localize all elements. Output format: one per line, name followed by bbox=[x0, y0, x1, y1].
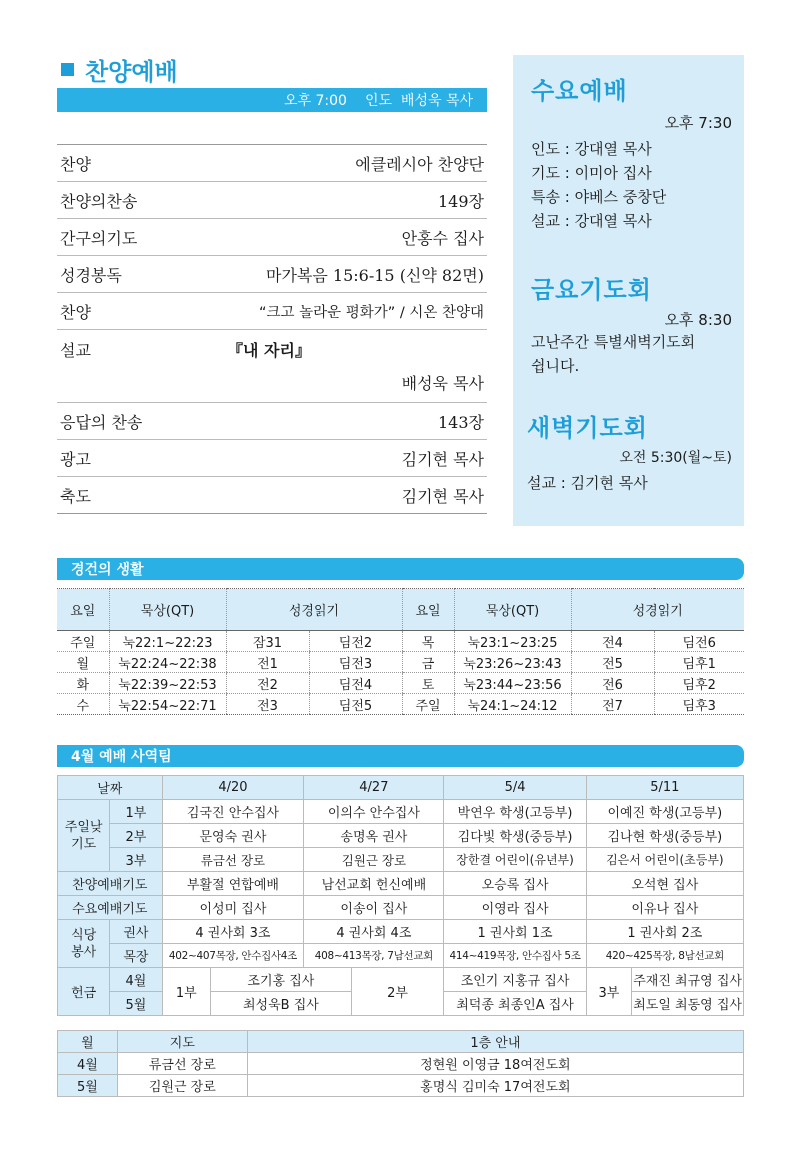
table-row bbox=[58, 1075, 744, 1097]
order-label: 광고 bbox=[60, 449, 91, 469]
column-header: 월 bbox=[58, 1031, 118, 1053]
duty-team-table bbox=[57, 775, 744, 1016]
duty-cell: 박연우 학생(고등부) bbox=[444, 800, 586, 824]
reading-cell: 딤전6 bbox=[654, 631, 744, 652]
column-header: 지도 bbox=[117, 1031, 247, 1053]
duty-cell: 이예진 학생(고등부) bbox=[586, 800, 743, 824]
wednesday-worship-title: 수요예배 bbox=[531, 77, 628, 105]
part-label: 1부 bbox=[110, 800, 162, 824]
duty-cell: 414~419목장, 안수집사 5조 bbox=[444, 944, 586, 968]
reading-cell: 전7 bbox=[571, 694, 654, 715]
reading-cell: 눅24:1~24:12 bbox=[454, 694, 571, 715]
order-row bbox=[57, 219, 487, 256]
duty-cell: 송명옥 권사 bbox=[304, 824, 444, 848]
duty-cell: 조기홍 집사 bbox=[211, 968, 352, 992]
duty-cell: 류금선 장로 bbox=[162, 848, 304, 872]
column-header: 묵상(QT) bbox=[109, 589, 226, 631]
month-cell: 4월 bbox=[58, 1053, 118, 1075]
order-row bbox=[57, 145, 487, 182]
duty-cell: 4 권사회 4조 bbox=[304, 920, 444, 944]
order-value: “크고 놀라운 평화가” / 시온 찬양대 bbox=[258, 304, 484, 321]
table-row bbox=[57, 673, 744, 694]
order-label: 축도 bbox=[60, 486, 91, 506]
devotion-header-row bbox=[57, 589, 744, 631]
month-label: 5월 bbox=[110, 992, 162, 1016]
order-value: 김기현 목사 bbox=[401, 486, 484, 506]
sermon-title: 『내 자리』 bbox=[227, 341, 311, 360]
order-label: 성경봉독 bbox=[60, 265, 122, 285]
reading-cell: 전5 bbox=[571, 652, 654, 673]
column-header: 묵상(QT) bbox=[454, 589, 571, 631]
duty-cell: 최도일 최동영 집사 bbox=[632, 992, 744, 1016]
duty-cell: 부활절 연합예배 bbox=[162, 872, 304, 896]
wednesday-worship-time: 오후 7:30 bbox=[664, 114, 732, 132]
day-cell: 월 bbox=[57, 652, 109, 673]
evening-worship-time: 오후 7:00 bbox=[284, 93, 347, 109]
part-label: 3부 bbox=[110, 848, 162, 872]
reading-cell: 전1 bbox=[226, 652, 309, 673]
duty-team-section-header: 4월 예배 사역팀 bbox=[57, 745, 744, 767]
duty-cell: 김원근 장로 bbox=[304, 848, 444, 872]
order-value: 149장 bbox=[438, 191, 484, 211]
day-cell: 수 bbox=[57, 694, 109, 715]
duty-cell: 이영라 집사 bbox=[444, 896, 586, 920]
order-value: 안홍수 집사 bbox=[401, 228, 484, 248]
part-label: 2부 bbox=[110, 824, 162, 848]
reading-cell: 딤전3 bbox=[309, 652, 402, 673]
table-row bbox=[57, 652, 744, 673]
order-row bbox=[57, 182, 487, 219]
month-cell: 5월 bbox=[58, 1075, 118, 1097]
day-cell: 토 bbox=[402, 673, 454, 694]
day-cell: 목 bbox=[402, 631, 454, 652]
part-label: 권사 bbox=[110, 920, 162, 944]
date-cell: 4/27 bbox=[304, 776, 444, 800]
square-bullet-icon bbox=[61, 63, 74, 76]
order-value: 에클레시아 찬양단 bbox=[355, 154, 484, 174]
reading-cell: 눅23:26~23:43 bbox=[454, 652, 571, 673]
duty-cell: 김은서 어린이(초등부) bbox=[586, 848, 743, 872]
duty-cell: 이송이 집사 bbox=[304, 896, 444, 920]
order-label: 찬양의찬송 bbox=[60, 191, 138, 211]
weekly-services-panel bbox=[513, 55, 744, 526]
date-cell: 4/20 bbox=[162, 776, 304, 800]
duty-cell: 402~407목장, 안수집사4조 bbox=[162, 944, 304, 968]
guide-cell: 정현원 이영금 18여전도회 bbox=[247, 1053, 743, 1075]
praise-prayer-label: 찬양예배기도 bbox=[58, 872, 163, 896]
sermon-label: 설교 bbox=[60, 341, 91, 360]
reading-cell: 눅23:1~23:25 bbox=[454, 631, 571, 652]
wednesday-info-line: 기도 : 이미아 집사 bbox=[531, 164, 652, 182]
table-row bbox=[57, 631, 744, 652]
date-cell: 5/4 bbox=[444, 776, 586, 800]
duty-cell: 오승록 집사 bbox=[444, 872, 586, 896]
duty-cell: 이유나 집사 bbox=[586, 896, 743, 920]
reading-cell: 딤전4 bbox=[309, 673, 402, 694]
order-value: 마가복음 15:6-15 (신약 82면) bbox=[266, 265, 484, 285]
day-cell: 화 bbox=[57, 673, 109, 694]
dawn-prayer-time: 오전 5:30(월~토) bbox=[619, 450, 732, 466]
duty-cell: 최성욱B 집사 bbox=[211, 992, 352, 1016]
date-cell: 5/11 bbox=[586, 776, 743, 800]
evening-worship-leader: 인도 배성욱 목사 bbox=[364, 93, 473, 109]
duty-cell: 조인기 지홍규 집사 bbox=[444, 968, 586, 992]
duty-cell: 420~425목장, 8남선교회 bbox=[586, 944, 743, 968]
sunday-prayer-label: 주일낮 기도 bbox=[58, 800, 110, 872]
day-cell: 주일 bbox=[402, 694, 454, 715]
order-row bbox=[57, 293, 487, 330]
duty-cell: 김나현 학생(중등부) bbox=[586, 824, 743, 848]
reading-cell: 딤후3 bbox=[654, 694, 744, 715]
reading-cell: 눅22:54~22:71 bbox=[109, 694, 226, 715]
offering-label: 헌금 bbox=[58, 968, 110, 1016]
reading-cell: 눅22:39~22:53 bbox=[109, 673, 226, 694]
evening-worship-title: 찬양예배 bbox=[57, 52, 487, 86]
day-cell: 금 bbox=[402, 652, 454, 673]
reading-cell: 전2 bbox=[226, 673, 309, 694]
friday-prayer-time: 오후 8:30 bbox=[664, 311, 732, 329]
order-row bbox=[57, 256, 487, 293]
service-label: 2부 bbox=[351, 968, 444, 1016]
devotion-section-header: 경건의 생활 bbox=[57, 558, 744, 580]
part-label: 목장 bbox=[110, 944, 162, 968]
meal-service-label: 식당 봉사 bbox=[58, 920, 110, 968]
duty-cell: 408~413목장, 7남선교회 bbox=[304, 944, 444, 968]
guide-cell: 김원근 장로 bbox=[117, 1075, 247, 1097]
order-label: 응답의 찬송 bbox=[60, 412, 143, 432]
sermon-row bbox=[57, 330, 487, 403]
order-label: 찬양 bbox=[60, 302, 91, 322]
duty-cell: 문영숙 권사 bbox=[162, 824, 304, 848]
reading-cell: 눅23:44~23:56 bbox=[454, 673, 571, 694]
dawn-info-line: 설교 : 김기현 목사 bbox=[527, 474, 648, 492]
wednesday-info-line: 인도 : 강대열 목사 bbox=[531, 140, 652, 158]
day-cell: 주일 bbox=[57, 631, 109, 652]
duty-cell: 오석현 집사 bbox=[586, 872, 743, 896]
reading-cell: 전4 bbox=[571, 631, 654, 652]
guide-cell: 홍명식 김미숙 17여전도회 bbox=[247, 1075, 743, 1097]
reading-cell: 잠31 bbox=[226, 631, 309, 652]
devotion-table bbox=[57, 588, 744, 715]
column-header: 요일 bbox=[57, 589, 109, 631]
duty-cell: 최덕종 최종인A 집사 bbox=[444, 992, 586, 1016]
order-label: 간구의기도 bbox=[60, 228, 138, 248]
reading-cell: 눅22:1~22:23 bbox=[109, 631, 226, 652]
reading-cell: 전6 bbox=[571, 673, 654, 694]
wednesday-info-line: 특송 : 야베스 중창단 bbox=[531, 188, 667, 206]
duty-cell: 장한결 어린이(유년부) bbox=[444, 848, 586, 872]
duty-cell: 1 권사회 1조 bbox=[444, 920, 586, 944]
evening-worship-section bbox=[57, 52, 487, 514]
reading-cell: 딤전2 bbox=[309, 631, 402, 652]
duty-cell: 남선교회 헌신예배 bbox=[304, 872, 444, 896]
order-row bbox=[57, 440, 487, 477]
reading-cell: 눅22:24~22:38 bbox=[109, 652, 226, 673]
wednesday-info-line: 설교 : 강대열 목사 bbox=[531, 212, 652, 230]
reading-cell: 전3 bbox=[226, 694, 309, 715]
date-label: 날짜 bbox=[58, 776, 163, 800]
evening-worship-info-bar bbox=[57, 88, 487, 112]
guide-cell: 류금선 장로 bbox=[117, 1053, 247, 1075]
friday-info-line: 쉽니다. bbox=[531, 357, 580, 375]
month-label: 4월 bbox=[110, 968, 162, 992]
duty-cell: 김다빛 학생(중등부) bbox=[444, 824, 586, 848]
reading-cell: 딤전5 bbox=[309, 694, 402, 715]
duty-cell: 1 권사회 2조 bbox=[586, 920, 743, 944]
duty-cell: 주재진 최규영 집사 bbox=[632, 968, 744, 992]
duty-cell: 이의수 안수집사 bbox=[304, 800, 444, 824]
friday-info-line: 고난주간 특별새벽기도회 bbox=[531, 333, 696, 351]
table-row bbox=[58, 1053, 744, 1075]
duty-cell: 이성미 집사 bbox=[162, 896, 304, 920]
order-value: 김기현 목사 bbox=[401, 449, 484, 469]
service-label: 3부 bbox=[586, 968, 632, 1016]
order-row bbox=[57, 403, 487, 440]
table-row bbox=[57, 694, 744, 715]
friday-prayer-title: 금요기도회 bbox=[531, 276, 652, 304]
service-label: 1부 bbox=[162, 968, 211, 1016]
column-header: 1층 안내 bbox=[247, 1031, 743, 1053]
sermon-preacher: 배성욱 목사 bbox=[401, 374, 484, 393]
duty-cell: 김국진 안수집사 bbox=[162, 800, 304, 824]
wed-prayer-label: 수요예배기도 bbox=[58, 896, 163, 920]
column-header: 성경읽기 bbox=[226, 589, 402, 631]
order-label: 찬양 bbox=[60, 154, 91, 174]
order-value: 143장 bbox=[438, 412, 484, 432]
duty-cell: 4 권사회 3조 bbox=[162, 920, 304, 944]
dawn-prayer-title: 새벽기도회 bbox=[527, 414, 648, 442]
column-header: 성경읽기 bbox=[571, 589, 744, 631]
reading-cell: 딤후2 bbox=[654, 673, 744, 694]
reading-cell: 딤후1 bbox=[654, 652, 744, 673]
column-header: 요일 bbox=[402, 589, 454, 631]
floor-guide-table bbox=[57, 1030, 744, 1097]
order-row bbox=[57, 477, 487, 514]
